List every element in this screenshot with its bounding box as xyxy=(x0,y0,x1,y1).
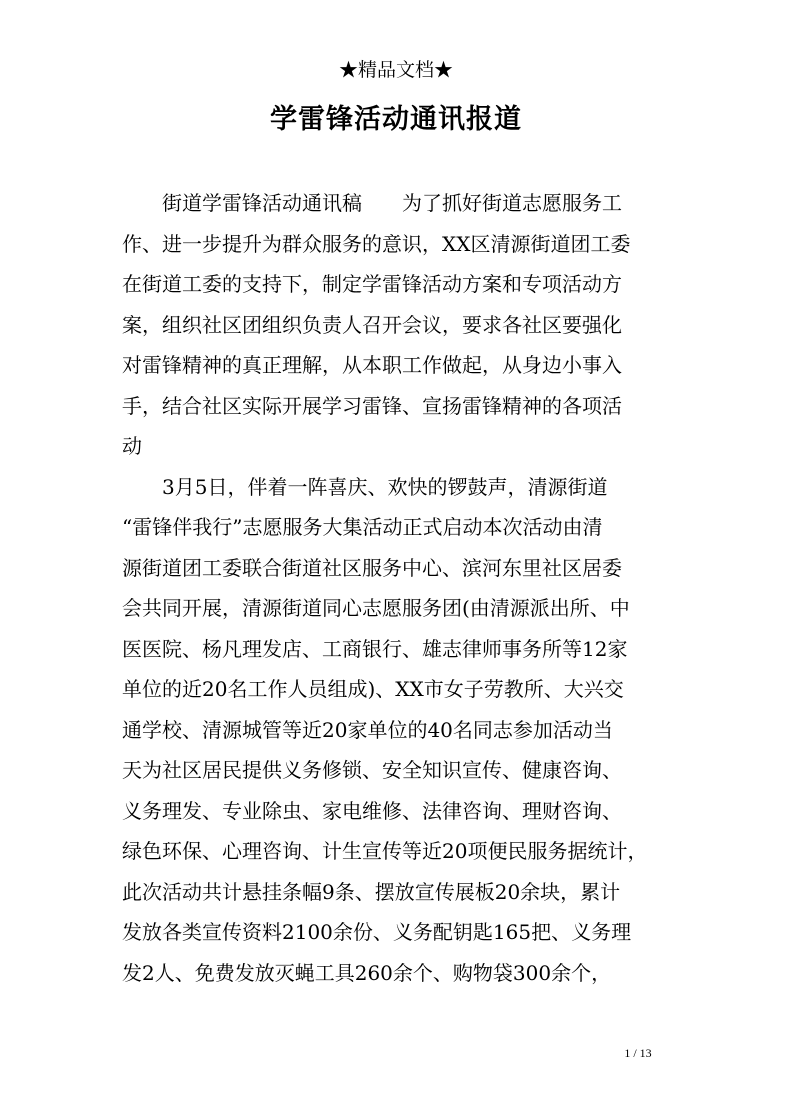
document-title: 学雷锋活动通讯报道 xyxy=(270,104,522,135)
page-number: 1 / 13 xyxy=(624,1046,652,1060)
text-line: 源街道团工委联合街道社区服务中心、滨河东里社区居委 xyxy=(122,555,622,580)
paragraph-1 xyxy=(122,183,682,467)
text-line: 天为社区居民提供义务修锁、安全知识宣传、健康咨询、 xyxy=(122,758,622,782)
document-body xyxy=(122,183,682,993)
text-line: 绿色环保、心理咨询、计生宣传等近20项便民服务据统计， xyxy=(122,839,648,863)
text-line: 此次活动共计悬挂条幅9条、摆放宣传展板20余块，累计 xyxy=(122,879,621,904)
text-line: 单位的近20名工作人员组成)、XX市女子劳教所、大兴交 xyxy=(122,677,624,701)
text-line: 动 xyxy=(122,434,142,458)
text-line: 对雷锋精神的真正理解，从本职工作做起，从身边小事入 xyxy=(122,353,622,377)
text-line: “雷锋伴我行”志愿服务大集活动正式启动本次活动由清 xyxy=(122,515,603,539)
text-line: 3月5日，伴着一阵喜庆、欢快的锣鼓声，清源街道 xyxy=(122,474,608,499)
text-line: 医医院、杨凡理发店、工商银行、雄志律师事务所等12家 xyxy=(122,636,628,661)
text-line: 义务理发、专业除虫、家电维修、法律咨询、理财咨询、 xyxy=(122,798,622,823)
text-line: 在街道工委的支持下，制定学雷锋活动方案和专项活动方 xyxy=(122,272,622,296)
text-line: 案，组织社区团组织负责人召开会议，要求各社区要强化 xyxy=(122,312,622,337)
text-line: 会共同开展，清源街道同心志愿服务团(由清源派出所、中 xyxy=(122,596,630,620)
document-header: ★精品文档★ xyxy=(338,59,453,81)
text-line: 作、进一步提升为群众服务的意识，XX区清源街道团工委 xyxy=(122,231,631,256)
text-line: 通学校、清源城管等近20家单位的40名同志参加活动当 xyxy=(122,717,613,742)
text-line: 手，结合社区实际开展学习雷锋、宣扬雷锋精神的各项活 xyxy=(122,393,622,418)
text-line: 发2人、免费发放灭蝇工具260余个、购物袋300余个， xyxy=(122,960,612,985)
text-line: 街道学雷锋活动通讯稿 为了抓好街道志愿服务工 xyxy=(122,191,622,215)
text-line: 发放各类宣传资料2100余份、义务配钥匙165把、义务理 xyxy=(122,920,632,944)
paragraph-2 xyxy=(122,467,682,994)
